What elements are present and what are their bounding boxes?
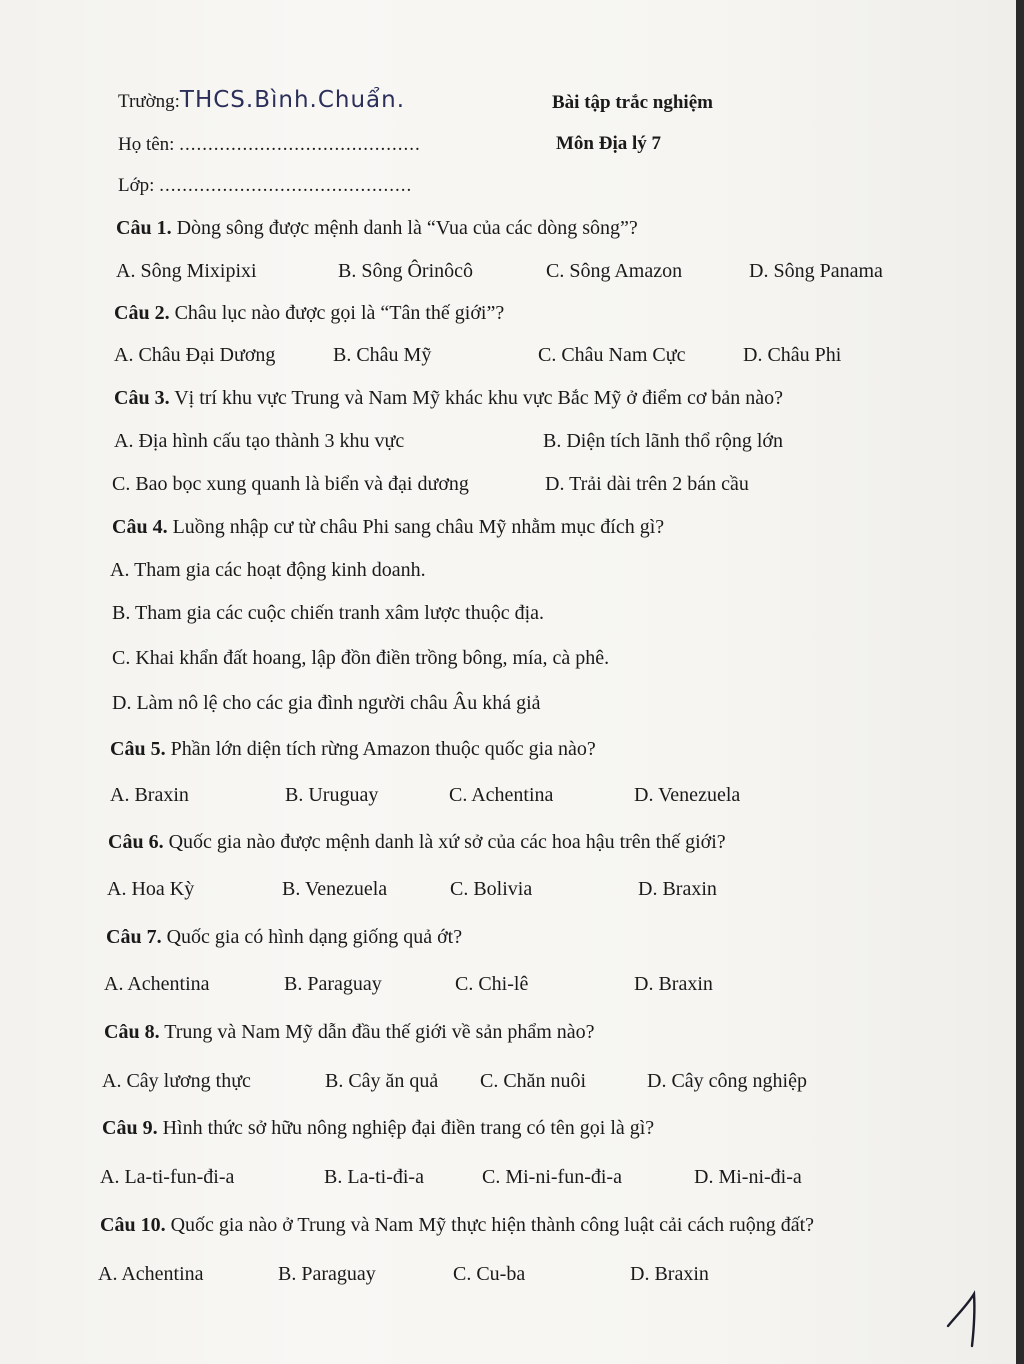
q2-option-a: A. Châu Đại Dương [114, 344, 276, 366]
question-text: Quốc gia nào ở Trung và Nam Mỹ thực hiện thành công luật cải cách ruộng đất? [170, 1214, 815, 1236]
school-label: Trường: [118, 91, 180, 112]
school-line [118, 88, 405, 114]
question-number: Câu 8. [104, 1021, 160, 1043]
q2-option-d: D. Châu Phi [743, 344, 842, 366]
question-number: Câu 1. [116, 217, 172, 239]
name-blank: .......................................... [179, 134, 421, 155]
q8-option-b: B. Cây ăn quả [325, 1070, 439, 1092]
question-5 [110, 737, 596, 761]
q3-option-c: C. Bao bọc xung quanh là biển và đại dương [112, 473, 469, 495]
q8-option-a: A. Cây lương thực [102, 1070, 251, 1092]
q10-option-b: B. Paraguay [278, 1263, 376, 1285]
worksheet-title: Bài tập trắc nghiệm [552, 92, 713, 113]
q5-option-a: A. Braxin [110, 784, 189, 806]
q7-option-d: D. Braxin [634, 973, 713, 995]
school-name-handwritten: THCS.Bình.Chuẩn. [179, 87, 406, 113]
q9-option-c: C. Mi-ni-fun-đi-a [482, 1166, 622, 1188]
question-number: Câu 4. [112, 516, 168, 538]
question-10 [100, 1213, 814, 1237]
class-label: Lớp: [118, 175, 155, 196]
question-text: Trung và Nam Mỹ dẫn đầu thế giới về sản phẩm nào? [164, 1021, 595, 1043]
q4-option-d: D. Làm nô lệ cho các gia đình người châu Âu khá giả [112, 692, 541, 714]
q9-option-d: D. Mi-ni-đi-a [694, 1166, 802, 1188]
question-number: Câu 7. [106, 926, 162, 948]
question-text: Quốc gia nào được mệnh danh là xứ sở của các hoa hậu trên thế giới? [168, 831, 726, 853]
q10-option-c: C. Cu-ba [453, 1263, 526, 1285]
q10-option-d: D. Braxin [630, 1263, 709, 1285]
q3-option-a: A. Địa hình cấu tạo thành 3 khu vực [114, 430, 405, 452]
q2-option-c: C. Châu Nam Cực [538, 344, 686, 366]
page-edge-shadow [1016, 0, 1024, 1364]
question-3 [114, 386, 783, 410]
q5-option-b: B. Uruguay [285, 784, 379, 806]
q4-option-c: C. Khai khẩn đất hoang, lập đồn điền trồng bông, mía, cà phê. [112, 647, 610, 669]
question-text: Luồng nhập cư từ châu Phi sang châu Mỹ nhằm mục đích gì? [172, 516, 665, 538]
q1-option-d: D. Sông Panama [749, 260, 883, 282]
q3-option-d: D. Trải dài trên 2 bán cầu [545, 473, 749, 495]
q1-option-a: A. Sông Mixipixi [116, 260, 257, 282]
question-text: Quốc gia có hình dạng giống quả ớt? [166, 926, 463, 948]
q7-option-b: B. Paraguay [284, 973, 382, 995]
q1-option-c: C. Sông Amazon [546, 260, 683, 282]
question-1 [116, 216, 638, 240]
question-text: Hình thức sở hữu nông nghiệp đại điền trang có tên gọi là gì? [162, 1117, 655, 1139]
q5-option-d: D. Venezuela [634, 784, 741, 806]
q7-option-a: A. Achentina [104, 973, 210, 995]
q9-option-b: B. La-ti-đi-a [324, 1166, 424, 1188]
q3-option-b: B. Diện tích lãnh thổ rộng lớn [543, 430, 783, 452]
q2-option-b: B. Châu Mỹ [333, 344, 432, 366]
q7-option-c: C. Chi-lê [455, 973, 529, 995]
question-number: Câu 10. [100, 1214, 166, 1236]
q6-option-d: D. Braxin [638, 878, 717, 900]
question-4 [112, 515, 664, 539]
question-text: Vị trí khu vực Trung và Nam Mỹ khác khu vực Bắc Mỹ ở điểm cơ bản nào? [174, 387, 784, 409]
question-text: Phần lớn diện tích rừng Amazon thuộc quốc gia nào? [170, 738, 596, 760]
q10-option-a: A. Achentina [98, 1263, 204, 1285]
question-7 [106, 925, 462, 949]
question-2 [114, 301, 504, 325]
class-line [118, 174, 412, 198]
question-9 [102, 1116, 654, 1140]
subject-title: Môn Địa lý 7 [556, 133, 662, 154]
q8-option-c: C. Chăn nuôi [480, 1070, 587, 1092]
question-number: Câu 5. [110, 738, 166, 760]
question-number: Câu 2. [114, 302, 170, 324]
question-text: Châu lục nào được gọi là “Tân thế giới”? [174, 302, 505, 324]
q6-option-a: A. Hoa Kỳ [107, 878, 195, 900]
q9-option-a: A. La-ti-fun-đi-a [100, 1166, 235, 1188]
name-label: Họ tên: [118, 134, 175, 155]
question-6 [108, 830, 726, 854]
q4-option-b: B. Tham gia các cuộc chiến tranh xâm lược thuộc địa. [112, 602, 545, 624]
name-line [118, 133, 421, 157]
question-8 [104, 1020, 595, 1044]
q1-option-b: B. Sông Ôrinôcô [338, 260, 473, 282]
class-blank: ............................................ [159, 175, 413, 196]
page-number-handwritten [944, 1290, 988, 1350]
q8-option-d: D. Cây công nghiệp [647, 1070, 807, 1092]
question-number: Câu 9. [102, 1117, 158, 1139]
question-text: Dòng sông được mệnh danh là “Vua của các dòng sông”? [176, 217, 638, 239]
q4-option-a: A. Tham gia các hoạt động kinh doanh. [110, 559, 426, 581]
q5-option-c: C. Achentina [449, 784, 554, 806]
q6-option-b: B. Venezuela [282, 878, 388, 900]
question-number: Câu 3. [114, 387, 170, 409]
q6-option-c: C. Bolivia [450, 878, 533, 900]
question-number: Câu 6. [108, 831, 164, 853]
